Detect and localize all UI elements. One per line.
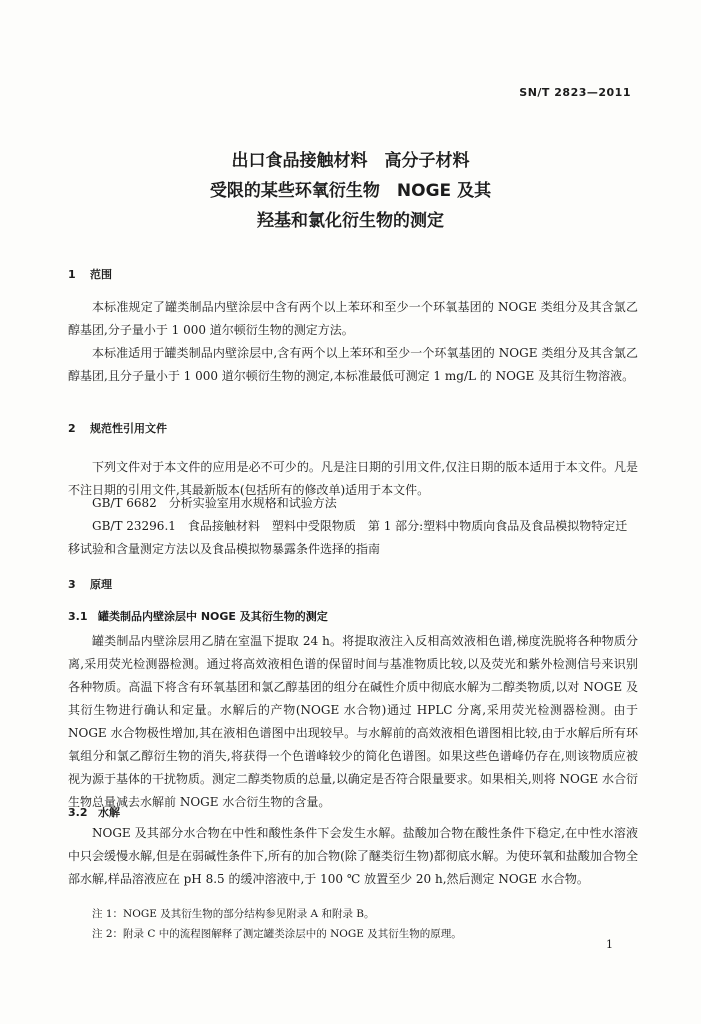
section-1-paragraph-2: 本标准适用于罐类制品内壁涂层中,含有两个以上苯环和至少一个环氧基团的 NOGE 类组分及其含氯乙醇基团,且分子量小于 1 000 道尔顿衍生物的测定,本标准最低可测定 1 mg/L 的 NOGE 及其衍生物溶液。 — [68, 346, 638, 383]
section-3-2-paragraph: NOGE 及其部分水合物在中性和酸性条件下会发生水解。盐酸加合物在酸性条件下稳定,在中性水溶液中只会缓慢水解,但是在弱碱性条件下,所有的加合物(除了醚类衍生物)都彻底水解。为使环氧和盐酸加合物全部水解,样品溶液应在 pH 8.5 的缓冲溶液中,于 100 ℃ 放置至少 20 h,然后测定 NOGE 水合物。 — [68, 826, 638, 886]
section-3-1-number: 3.1 — [68, 610, 88, 623]
section-1-number: 1 — [68, 268, 76, 281]
section-1-heading — [68, 266, 112, 282]
standard-code: SN/T 2823—2011 — [519, 86, 631, 99]
section-3-title: 原理 — [90, 578, 112, 591]
section-3-2-number: 3.2 — [68, 806, 88, 819]
page-number: 1 — [606, 938, 613, 951]
section-1-title: 范围 — [90, 268, 112, 281]
title-line-2: 受限的某些环氧衍生物 NOGE 及其 — [209, 181, 492, 201]
title-line-1: 出口食品接触材料 高分子材料 — [231, 151, 470, 171]
section-3-2-heading — [68, 804, 120, 820]
section-3-1-paragraph: 罐类制品内壁涂层用乙腈在室温下提取 24 h。将提取液注入反相高效液相色谱,梯度洗脱将各种物质分离,采用荧光检测器检测。通过将高效液相色谱的保留时间与基准物质比较,以及荧光和紫外检测信号来识别各种物质。高温下将含有环氧基团和氯乙醇基团的组分在碱性介质中彻底水解为二醇类物质,以对 NOGE 及其衍生物进行确认和定量。水解后的产物(NOGE 水合物)通过 HPLC 分离,采用荧光检测器检测。由于 NOGE 水合物极性增加,其在液相色谱图中出现较早。与水解前的高效液相色谱图相比较,由于水解后所有环氧组分和氯乙醇衍生物的消失,将获得一个色谱峰较少的简化色谱图。如果这些色谱峰仍存在,则该物质应被视为源于基体的干扰物质。测定二醇类物质的总量,以确定是否符合限量要求。如果相关,则将 NOGE 水合衍生物总量减去水解前 NOGE 水合衍生物的含量。 — [68, 634, 638, 809]
section-3-heading — [68, 576, 112, 592]
note-2: 注 2：附录 C 中的流程图解释了测定罐类涂层中的 NOGE 及其衍生物的原理。 — [92, 928, 462, 940]
title-line-3: 羟基和氯化衍生物的测定 — [257, 211, 444, 231]
normative-reference-2: GB/T 23296.1 食品接触材料 塑料中受限物质 第 1 部分:塑料中物质向食品及食品模拟物特定迁移试验和含量测定方法以及食品模拟物暴露条件选择的指南 — [68, 519, 628, 556]
section-2-paragraph-1: 下列文件对于本文件的应用是必不可少的。凡是注日期的引用文件,仅注日期的版本适用于本文件。凡是不注日期的引用文件,其最新版本(包括所有的修改单)适用于本文件。 — [68, 460, 638, 497]
section-3-2-title: 水解 — [98, 806, 120, 819]
section-3-1-heading — [68, 608, 328, 624]
note-1: 注 1：NOGE 及其衍生物的部分结构参见附录 A 和附录 B。 — [92, 908, 375, 920]
section-3-1-title: 罐类制品内壁涂层中 NOGE 及其衍生物的测定 — [98, 610, 328, 623]
section-1-paragraph-1: 本标准规定了罐类制品内壁涂层中含有两个以上苯环和至少一个环氧基团的 NOGE 类组分及其含氯乙醇基团,分子量小于 1 000 道尔顿衍生物的测定方法。 — [68, 300, 638, 337]
section-2-number: 2 — [68, 422, 76, 435]
document-title — [0, 146, 701, 236]
section-3-number: 3 — [68, 578, 76, 591]
section-2-title: 规范性引用文件 — [90, 422, 167, 435]
section-2-heading — [68, 420, 167, 436]
normative-reference-1: GB/T 6682 分析实验室用水规格和试验方法 — [92, 496, 337, 510]
